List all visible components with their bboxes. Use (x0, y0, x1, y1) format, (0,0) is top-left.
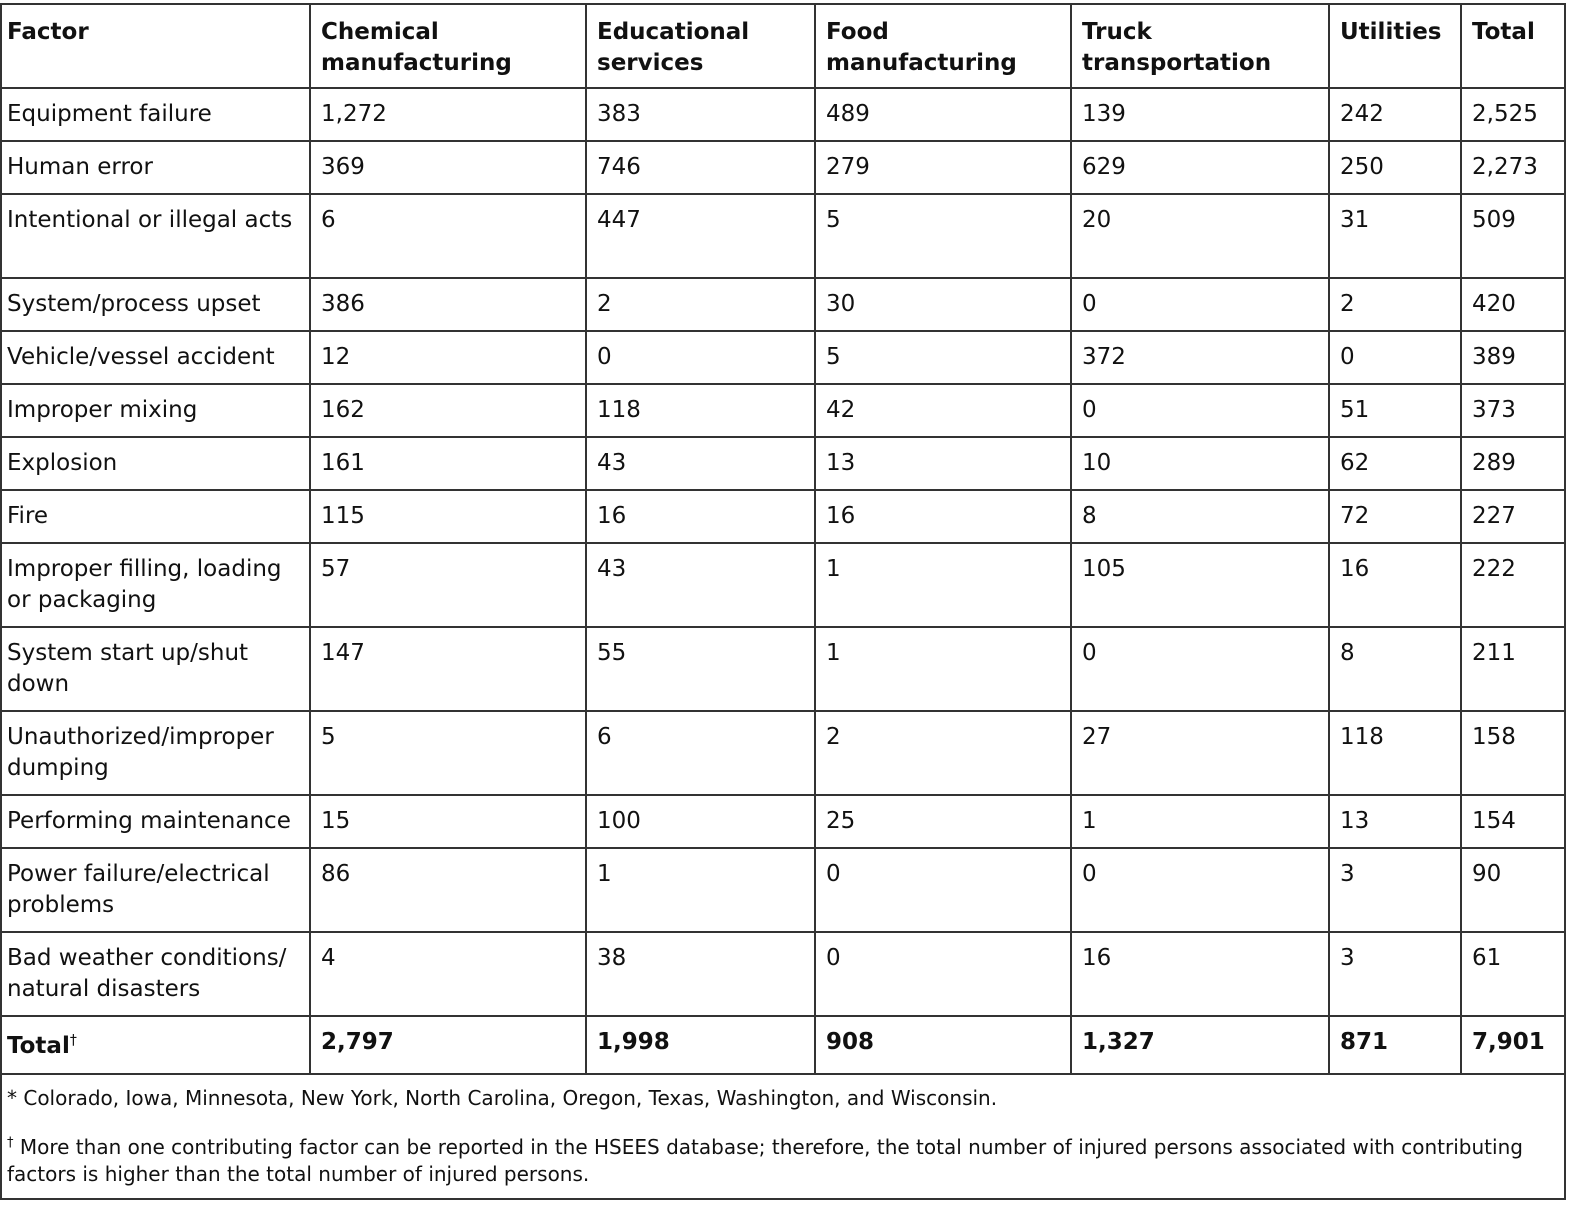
cell-total: 222 (1461, 543, 1565, 627)
footnote-dagger-text: More than one contributing factor can be reported in the HSEES database; therefore, the total number of injured persons associated with contributing factors is higher than the total number of injured persons. (7, 1135, 1523, 1186)
cell-chemical-manufacturing: 147 (310, 627, 586, 711)
cell-total: 90 (1461, 848, 1565, 932)
table-row (1, 194, 1565, 278)
cell-utilities: 0 (1329, 331, 1461, 384)
cell-factor: Fire (1, 490, 310, 543)
cell-total: 227 (1461, 490, 1565, 543)
cell-utilities: 62 (1329, 437, 1461, 490)
total-chemical-manufacturing: 2,797 (310, 1016, 586, 1074)
cell-chemical-manufacturing: 1,272 (310, 88, 586, 141)
cell-utilities: 118 (1329, 711, 1461, 795)
total-educational-services: 1,998 (586, 1016, 815, 1074)
cell-total: 509 (1461, 194, 1565, 278)
cell-truck-transportation: 10 (1071, 437, 1329, 490)
header-row (1, 4, 1565, 88)
cell-factor: Performing maintenance (1, 795, 310, 848)
contributing-factors-table (0, 3, 1566, 1200)
cell-factor: Unauthorized/improper dumping (1, 711, 310, 795)
table-row (1, 932, 1565, 1016)
cell-truck-transportation: 0 (1071, 278, 1329, 331)
cell-total: 2,525 (1461, 88, 1565, 141)
cell-food-manufacturing: 1 (815, 543, 1071, 627)
cell-chemical-manufacturing: 5 (310, 711, 586, 795)
cell-chemical-manufacturing: 12 (310, 331, 586, 384)
header-chemical-manufacturing: Chemical manufacturing (310, 4, 586, 88)
cell-educational-services: 38 (586, 932, 815, 1016)
footnote-states: * Colorado, Iowa, Minnesota, New York, North Carolina, Oregon, Texas, Washington, and Wisconsin. (7, 1086, 998, 1110)
cell-factor: Power failure/electrical problems (1, 848, 310, 932)
cell-truck-transportation: 8 (1071, 490, 1329, 543)
header-food-manufacturing: Food manufacturing (815, 4, 1071, 88)
table-body (1, 88, 1565, 1016)
cell-food-manufacturing: 30 (815, 278, 1071, 331)
table-row (1, 490, 1565, 543)
cell-total: 61 (1461, 932, 1565, 1016)
cell-utilities: 250 (1329, 141, 1461, 194)
cell-total: 2,273 (1461, 141, 1565, 194)
cell-educational-services: 383 (586, 88, 815, 141)
cell-educational-services: 43 (586, 543, 815, 627)
cell-educational-services: 43 (586, 437, 815, 490)
cell-educational-services: 0 (586, 331, 815, 384)
cell-truck-transportation: 1 (1071, 795, 1329, 848)
cell-truck-transportation: 629 (1071, 141, 1329, 194)
cell-food-manufacturing: 2 (815, 711, 1071, 795)
footnotes-cell (1, 1074, 1565, 1199)
table-row (1, 141, 1565, 194)
cell-truck-transportation: 0 (1071, 848, 1329, 932)
cell-factor: Vehicle/vessel accident (1, 331, 310, 384)
table-row (1, 331, 1565, 384)
cell-total: 211 (1461, 627, 1565, 711)
cell-food-manufacturing: 5 (815, 331, 1071, 384)
cell-food-manufacturing: 13 (815, 437, 1071, 490)
table-row (1, 795, 1565, 848)
cell-utilities: 3 (1329, 932, 1461, 1016)
cell-food-manufacturing: 489 (815, 88, 1071, 141)
total-utilities: 871 (1329, 1016, 1461, 1074)
cell-utilities: 72 (1329, 490, 1461, 543)
cell-factor: Improper mixing (1, 384, 310, 437)
table-row (1, 88, 1565, 141)
cell-factor: Human error (1, 141, 310, 194)
cell-educational-services: 447 (586, 194, 815, 278)
header-educational-services: Educational services (586, 4, 815, 88)
cell-factor: System/process upset (1, 278, 310, 331)
total-label-cell (1, 1016, 310, 1074)
cell-utilities: 31 (1329, 194, 1461, 278)
cell-educational-services: 1 (586, 848, 815, 932)
total-truck-transportation: 1,327 (1071, 1016, 1329, 1074)
cell-truck-transportation: 20 (1071, 194, 1329, 278)
cell-utilities: 8 (1329, 627, 1461, 711)
header-factor: Factor (1, 4, 310, 88)
cell-total: 420 (1461, 278, 1565, 331)
cell-educational-services: 55 (586, 627, 815, 711)
cell-food-manufacturing: 279 (815, 141, 1071, 194)
cell-truck-transportation: 16 (1071, 932, 1329, 1016)
cell-utilities: 13 (1329, 795, 1461, 848)
footnotes-row (1, 1074, 1565, 1199)
table-row (1, 848, 1565, 932)
cell-utilities: 3 (1329, 848, 1461, 932)
cell-chemical-manufacturing: 15 (310, 795, 586, 848)
cell-chemical-manufacturing: 162 (310, 384, 586, 437)
cell-truck-transportation: 139 (1071, 88, 1329, 141)
cell-utilities: 51 (1329, 384, 1461, 437)
cell-educational-services: 2 (586, 278, 815, 331)
cell-chemical-manufacturing: 4 (310, 932, 586, 1016)
table-row (1, 384, 1565, 437)
cell-food-manufacturing: 1 (815, 627, 1071, 711)
total-dagger-marker: † (69, 1032, 77, 1049)
cell-educational-services: 100 (586, 795, 815, 848)
cell-total: 389 (1461, 331, 1565, 384)
header-utilities: Utilities (1329, 4, 1461, 88)
cell-truck-transportation: 27 (1071, 711, 1329, 795)
footnote-dagger-marker: † (7, 1135, 14, 1151)
cell-food-manufacturing: 25 (815, 795, 1071, 848)
cell-food-manufacturing: 0 (815, 932, 1071, 1016)
cell-total: 373 (1461, 384, 1565, 437)
cell-factor: Equipment failure (1, 88, 310, 141)
cell-educational-services: 6 (586, 711, 815, 795)
cell-chemical-manufacturing: 369 (310, 141, 586, 194)
cell-educational-services: 746 (586, 141, 815, 194)
cell-chemical-manufacturing: 57 (310, 543, 586, 627)
cell-truck-transportation: 372 (1071, 331, 1329, 384)
cell-truck-transportation: 0 (1071, 627, 1329, 711)
table-row (1, 711, 1565, 795)
cell-chemical-manufacturing: 6 (310, 194, 586, 278)
cell-food-manufacturing: 5 (815, 194, 1071, 278)
table-row (1, 543, 1565, 627)
cell-truck-transportation: 105 (1071, 543, 1329, 627)
cell-educational-services: 118 (586, 384, 815, 437)
cell-utilities: 16 (1329, 543, 1461, 627)
cell-factor: Explosion (1, 437, 310, 490)
table-row (1, 278, 1565, 331)
table-row (1, 437, 1565, 490)
cell-total: 289 (1461, 437, 1565, 490)
cell-factor: Bad weather conditions/ natural disasters (1, 932, 310, 1016)
cell-factor: System start up/shut down (1, 627, 310, 711)
total-label: Total (7, 1033, 70, 1059)
cell-chemical-manufacturing: 386 (310, 278, 586, 331)
header-truck-transportation: Truck transportation (1071, 4, 1329, 88)
total-food-manufacturing: 908 (815, 1016, 1071, 1074)
cell-food-manufacturing: 42 (815, 384, 1071, 437)
cell-factor: Intentional or illegal acts (1, 194, 310, 278)
cell-utilities: 2 (1329, 278, 1461, 331)
header-total: Total (1461, 4, 1565, 88)
cell-food-manufacturing: 16 (815, 490, 1071, 543)
cell-utilities: 242 (1329, 88, 1461, 141)
footnote-dagger (7, 1134, 1558, 1188)
cell-educational-services: 16 (586, 490, 815, 543)
total-row (1, 1016, 1565, 1074)
cell-chemical-manufacturing: 86 (310, 848, 586, 932)
total-total: 7,901 (1461, 1016, 1565, 1074)
cell-chemical-manufacturing: 161 (310, 437, 586, 490)
table-row (1, 627, 1565, 711)
cell-total: 154 (1461, 795, 1565, 848)
cell-total: 158 (1461, 711, 1565, 795)
cell-chemical-manufacturing: 115 (310, 490, 586, 543)
cell-factor: Improper filling, loading or packaging (1, 543, 310, 627)
data-table-container (0, 3, 1564, 1200)
cell-truck-transportation: 0 (1071, 384, 1329, 437)
cell-food-manufacturing: 0 (815, 848, 1071, 932)
